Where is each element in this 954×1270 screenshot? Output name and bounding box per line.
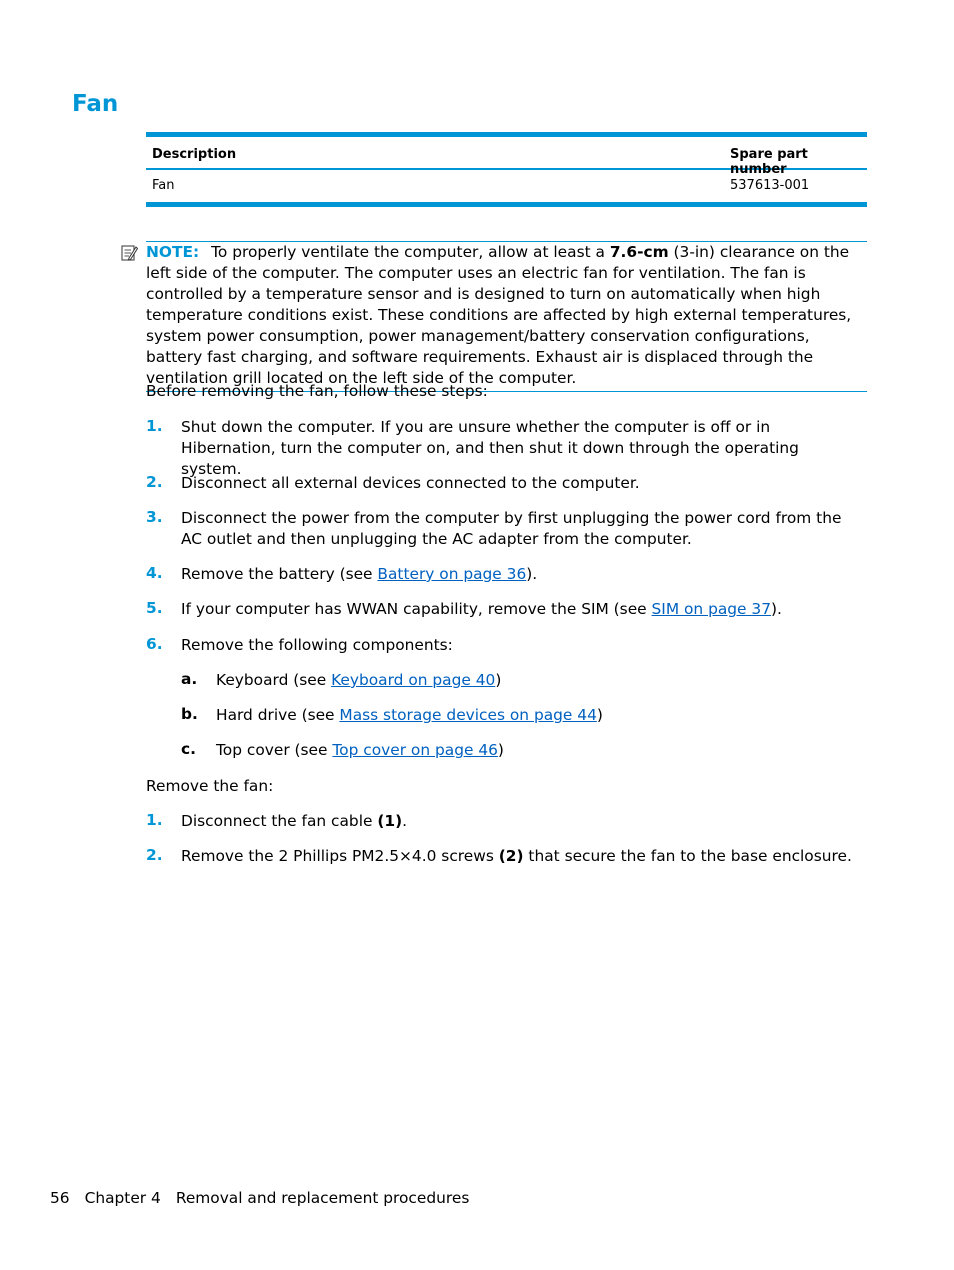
substep-letter: a. — [181, 670, 198, 688]
note-box — [146, 241, 867, 392]
substep-text — [216, 740, 504, 761]
step-text-post: that secure the fan to the base enclosure. — [523, 847, 852, 865]
step-number: 5. — [146, 599, 163, 617]
step-text — [181, 811, 871, 832]
substep-pre: Keyboard (see — [216, 671, 332, 689]
substep-text — [216, 705, 603, 726]
step-text — [181, 599, 871, 620]
step-text-pre: Remove the battery (see — [181, 565, 378, 583]
note-icon — [120, 244, 138, 266]
step-text: Remove the following components: — [181, 636, 453, 654]
step-text-post: ). — [526, 565, 538, 583]
note-bold: 7.6-cm — [609, 243, 669, 261]
parts-table — [146, 132, 867, 207]
step-text: Shut down the computer. If you are unsure whether the computer is off or in Hibernation, turn the computer on, and then shut it down through the operating system. — [181, 418, 799, 478]
step-text: Disconnect the power from the computer by first unplugging the power cord from the AC outlet and then unplugging the AC adapter from the computer. — [181, 509, 842, 548]
table-row — [146, 170, 867, 202]
keyboard-link[interactable]: Keyboard on page 40 — [331, 671, 496, 689]
column-header-description: Description — [152, 147, 237, 162]
note-label: NOTE: — [146, 243, 200, 261]
step-number: 1. — [146, 417, 163, 435]
step-text-pre: If your computer has WWAN capability, remove the SIM (see — [181, 600, 652, 618]
substep-post: ) — [497, 741, 504, 759]
step-number: 4. — [146, 564, 163, 582]
note-text-2: (3-in) clearance on the left side of the computer. The computer uses an electric fan for ventilation. The fan is controlled by a temperature sensor and is designed to turn on automatically when high temperature conditions exist. These conditions are affected by high external temperatures, system power consumption, power management/battery conservation configurations, battery fast charging, and software requirements. Exhaust air is displaced through the ventilation grill located on the left side of the computer. — [146, 243, 852, 387]
step-number: 1. — [146, 811, 163, 829]
callout-number: (2) — [498, 847, 524, 865]
table-header-row — [146, 137, 867, 177]
page-title: Fan — [72, 91, 119, 117]
step-number: 2. — [146, 846, 163, 864]
substep-text — [216, 670, 501, 691]
intro-text: Before removing the fan, follow these steps: — [146, 382, 488, 400]
step-text — [181, 846, 871, 867]
step-number: 3. — [146, 508, 163, 526]
mass-storage-link[interactable]: Mass storage devices on page 44 — [339, 706, 597, 724]
step-text-post: . — [402, 812, 408, 830]
table-cell-part-number: 537613-001 — [730, 178, 810, 193]
step-text-pre: Disconnect the fan cable — [181, 812, 378, 830]
section-label: Removal and replacement procedures — [175, 1189, 470, 1207]
step-number: 2. — [146, 473, 163, 491]
table-cell-description: Fan — [152, 178, 175, 193]
note-text-1: To properly ventilate the computer, allow at least a — [211, 243, 610, 261]
step-text-pre: Remove the 2 Phillips PM2.5×4.0 screws — [181, 847, 499, 865]
callout-number: (1) — [377, 812, 403, 830]
step-text: Disconnect all external devices connected to the computer. — [181, 474, 640, 492]
chapter-label: Chapter 4 — [84, 1189, 161, 1207]
substep-letter: b. — [181, 705, 198, 723]
substep-letter: c. — [181, 740, 196, 758]
substep-pre: Top cover (see — [216, 741, 333, 759]
sim-link[interactable]: SIM on page 37 — [651, 600, 771, 618]
remove-intro: Remove the fan: — [146, 777, 274, 795]
column-header-spare-part: Spare part number — [730, 147, 808, 177]
step-number: 6. — [146, 635, 163, 653]
battery-link[interactable]: Battery on page 36 — [377, 565, 527, 583]
step-text — [181, 564, 871, 585]
substep-pre: Hard drive (see — [216, 706, 340, 724]
page-footer — [50, 1189, 484, 1207]
step-text-post: ). — [771, 600, 782, 618]
substep-post: ) — [495, 671, 502, 689]
substep-post: ) — [596, 706, 603, 724]
top-cover-link[interactable]: Top cover on page 46 — [332, 741, 498, 759]
page-number: 56 — [50, 1189, 70, 1207]
